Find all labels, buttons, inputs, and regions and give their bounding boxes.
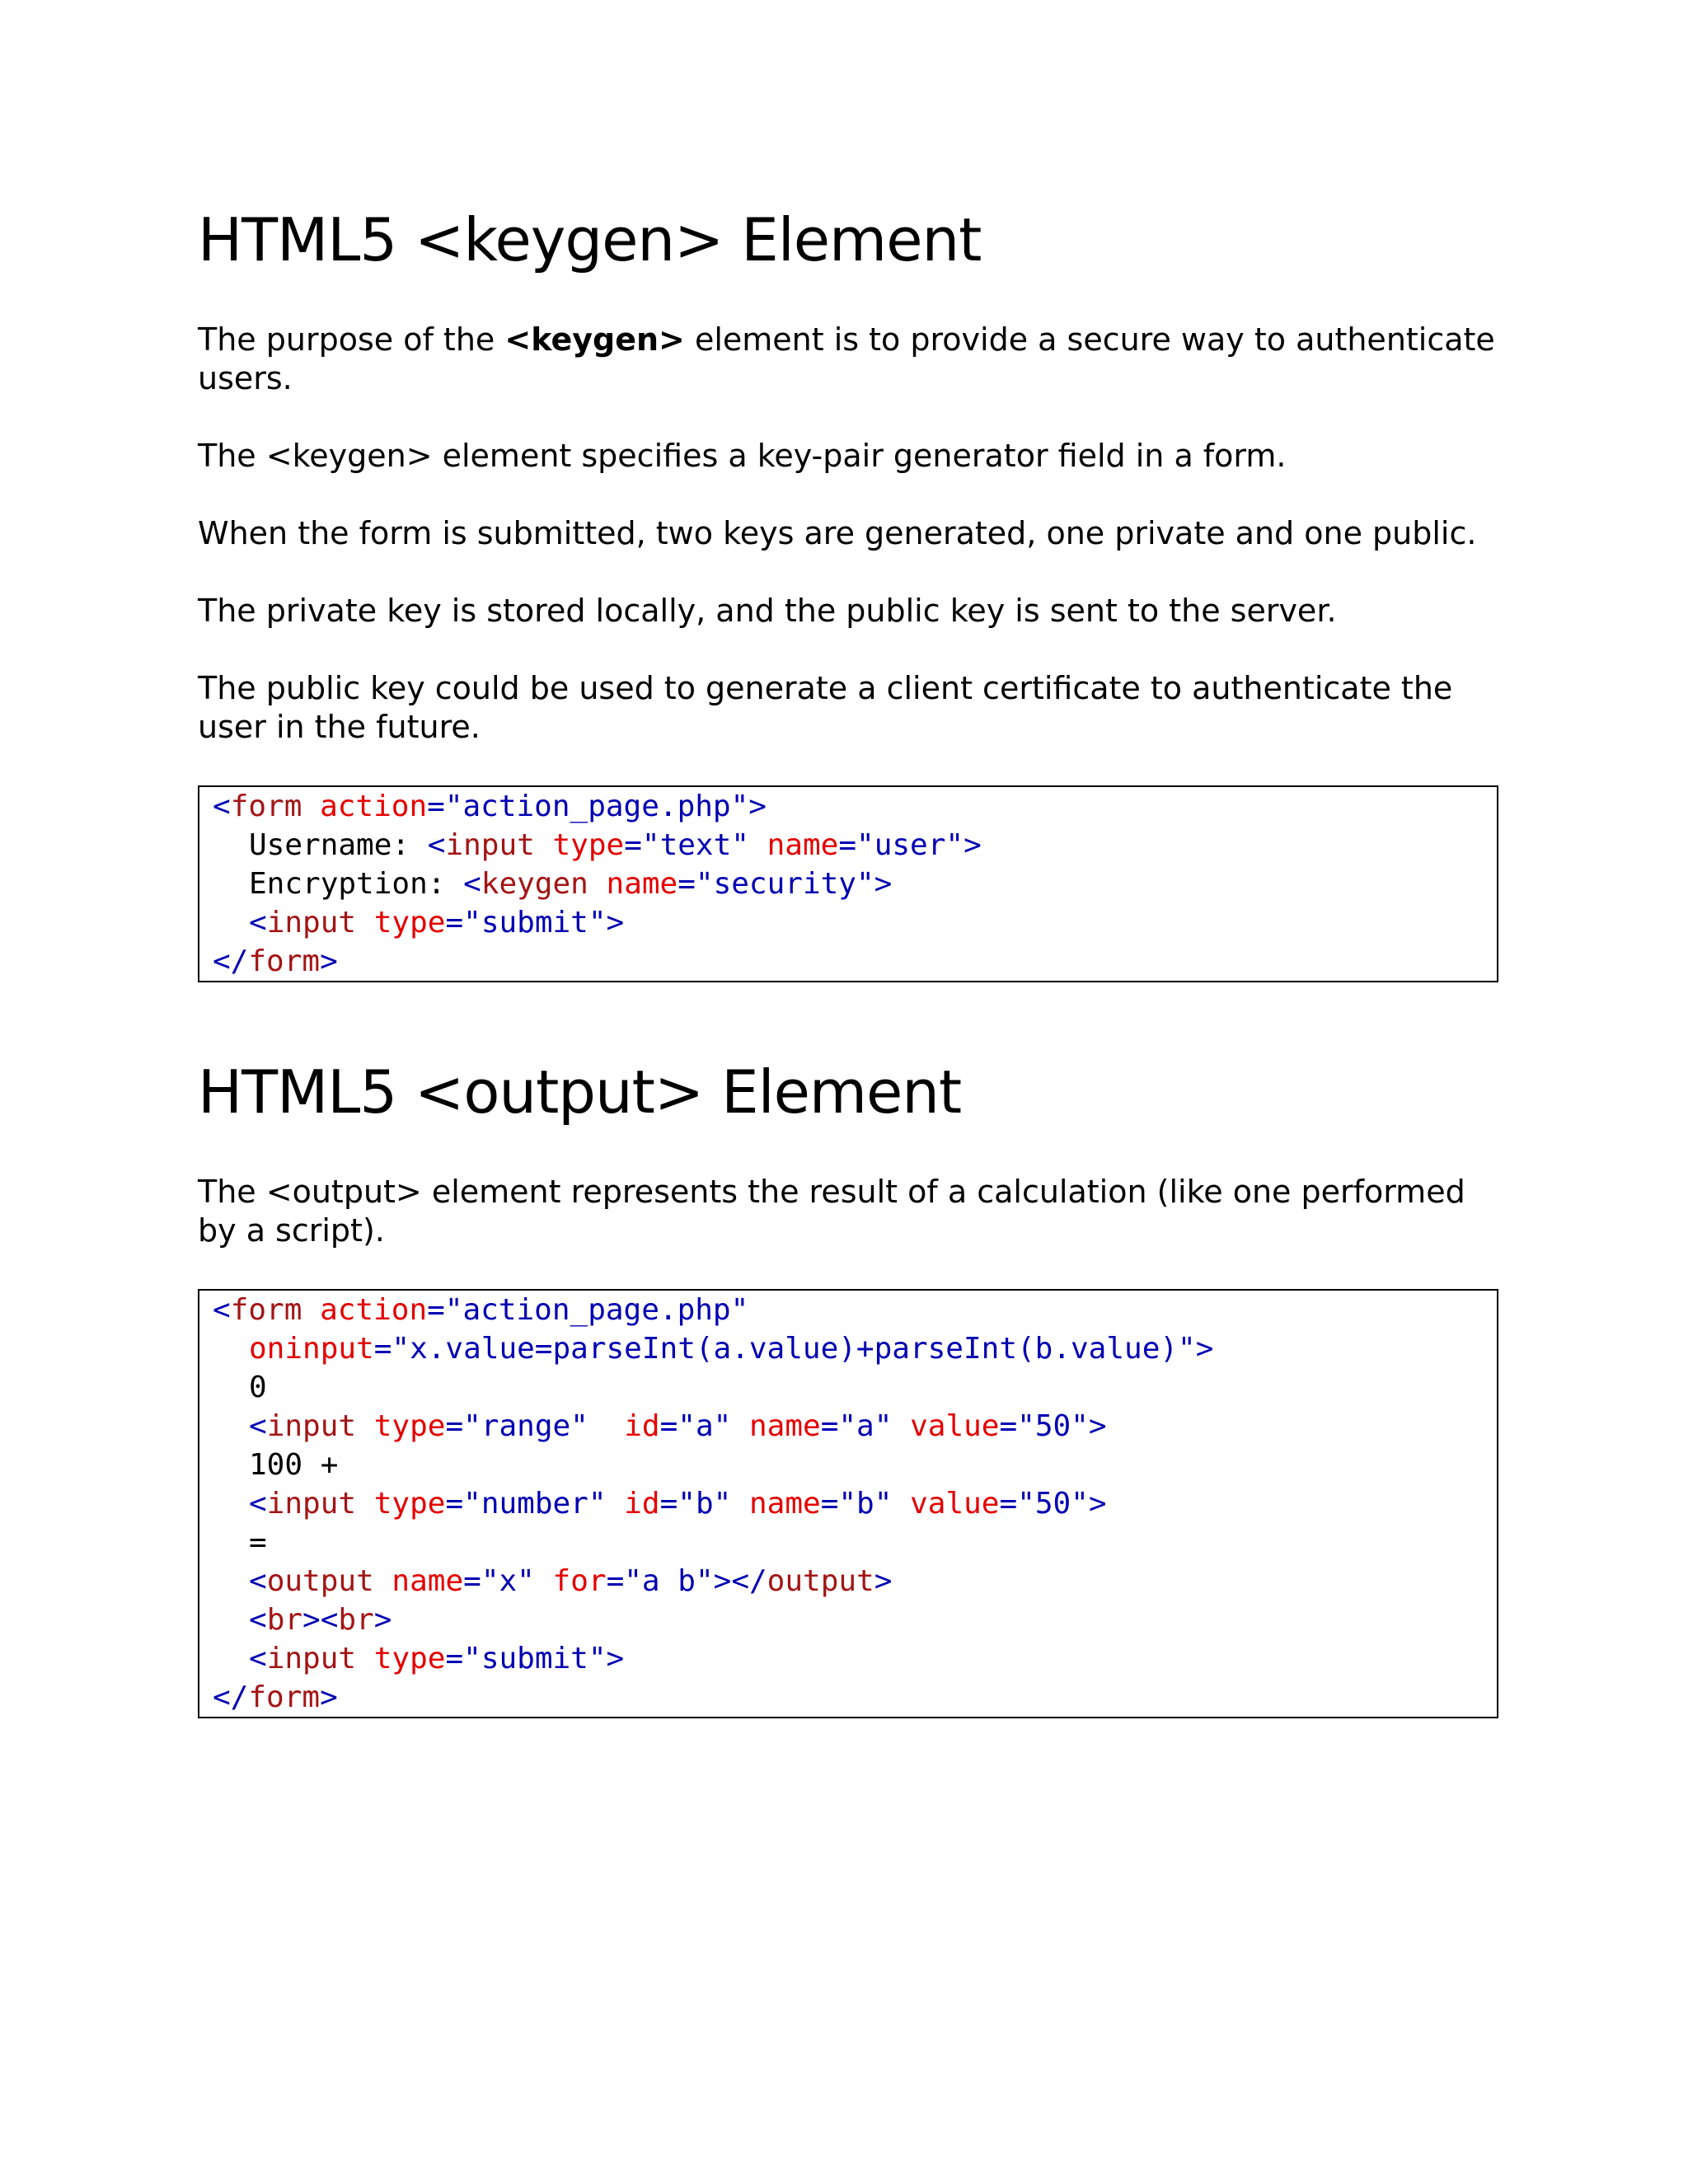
keygen-paragraph-purpose <box>198 321 1498 398</box>
code-line: <input type="range" id="a" name="a" value="50"> <box>249 1408 1107 1443</box>
code-line: = <box>249 1525 267 1559</box>
output-code-block <box>198 1289 1498 1718</box>
code-line: <form action="action_page.php" <box>213 1292 749 1327</box>
code-line: Username: <input type="text" name="user"> <box>249 827 982 862</box>
keygen-heading: HTML5 <keygen> Element <box>198 205 982 274</box>
output-heading: HTML5 <output> Element <box>198 1057 962 1127</box>
code-line: <br><br> <box>249 1602 392 1637</box>
keygen-paragraph-submitted: When the form is submitted, two keys are generated, one private and one public. <box>198 514 1477 551</box>
keygen-p1-pre: The purpose of the <box>198 321 505 358</box>
code-line: Encryption: <keygen name="security"> <box>249 866 893 901</box>
document-page <box>198 181 1498 1718</box>
keygen-paragraph-private-key: The private key is stored locally, and the public key is sent to the server. <box>198 592 1337 629</box>
keygen-code-block <box>198 785 1498 982</box>
keygen-paragraph-public-key: The public key could be used to generate a client certificate to authenticate the user in the future. <box>198 669 1453 745</box>
output-paragraph: The <output> element represents the result of a calculation (like one performed by a script). <box>198 1173 1465 1249</box>
code-line: <input type="submit"> <box>249 1641 625 1675</box>
code-line: oninput="x.value=parseInt(a.value)+parseInt(b.value)"> <box>249 1331 1214 1366</box>
code-line: <input type="submit"> <box>249 905 625 940</box>
code-line: </form> <box>213 944 338 978</box>
code-line: </form> <box>213 1680 338 1714</box>
keygen-paragraph-specifies: The <keygen> element specifies a key-pair generator field in a form. <box>198 437 1287 474</box>
code-line: 0 <box>249 1370 267 1404</box>
keygen-p1-bold: <keygen> <box>504 321 685 358</box>
code-line: <input type="number" id="b" name="b" value="50"> <box>249 1486 1107 1521</box>
code-line: 100 + <box>249 1447 339 1482</box>
code-line: <form action="action_page.php"> <box>213 789 767 823</box>
keygen-p1-post: element is to provide a secure way to authenticate users. <box>198 321 1495 396</box>
code-line: <output name="x" for="a b"></output> <box>249 1563 893 1598</box>
